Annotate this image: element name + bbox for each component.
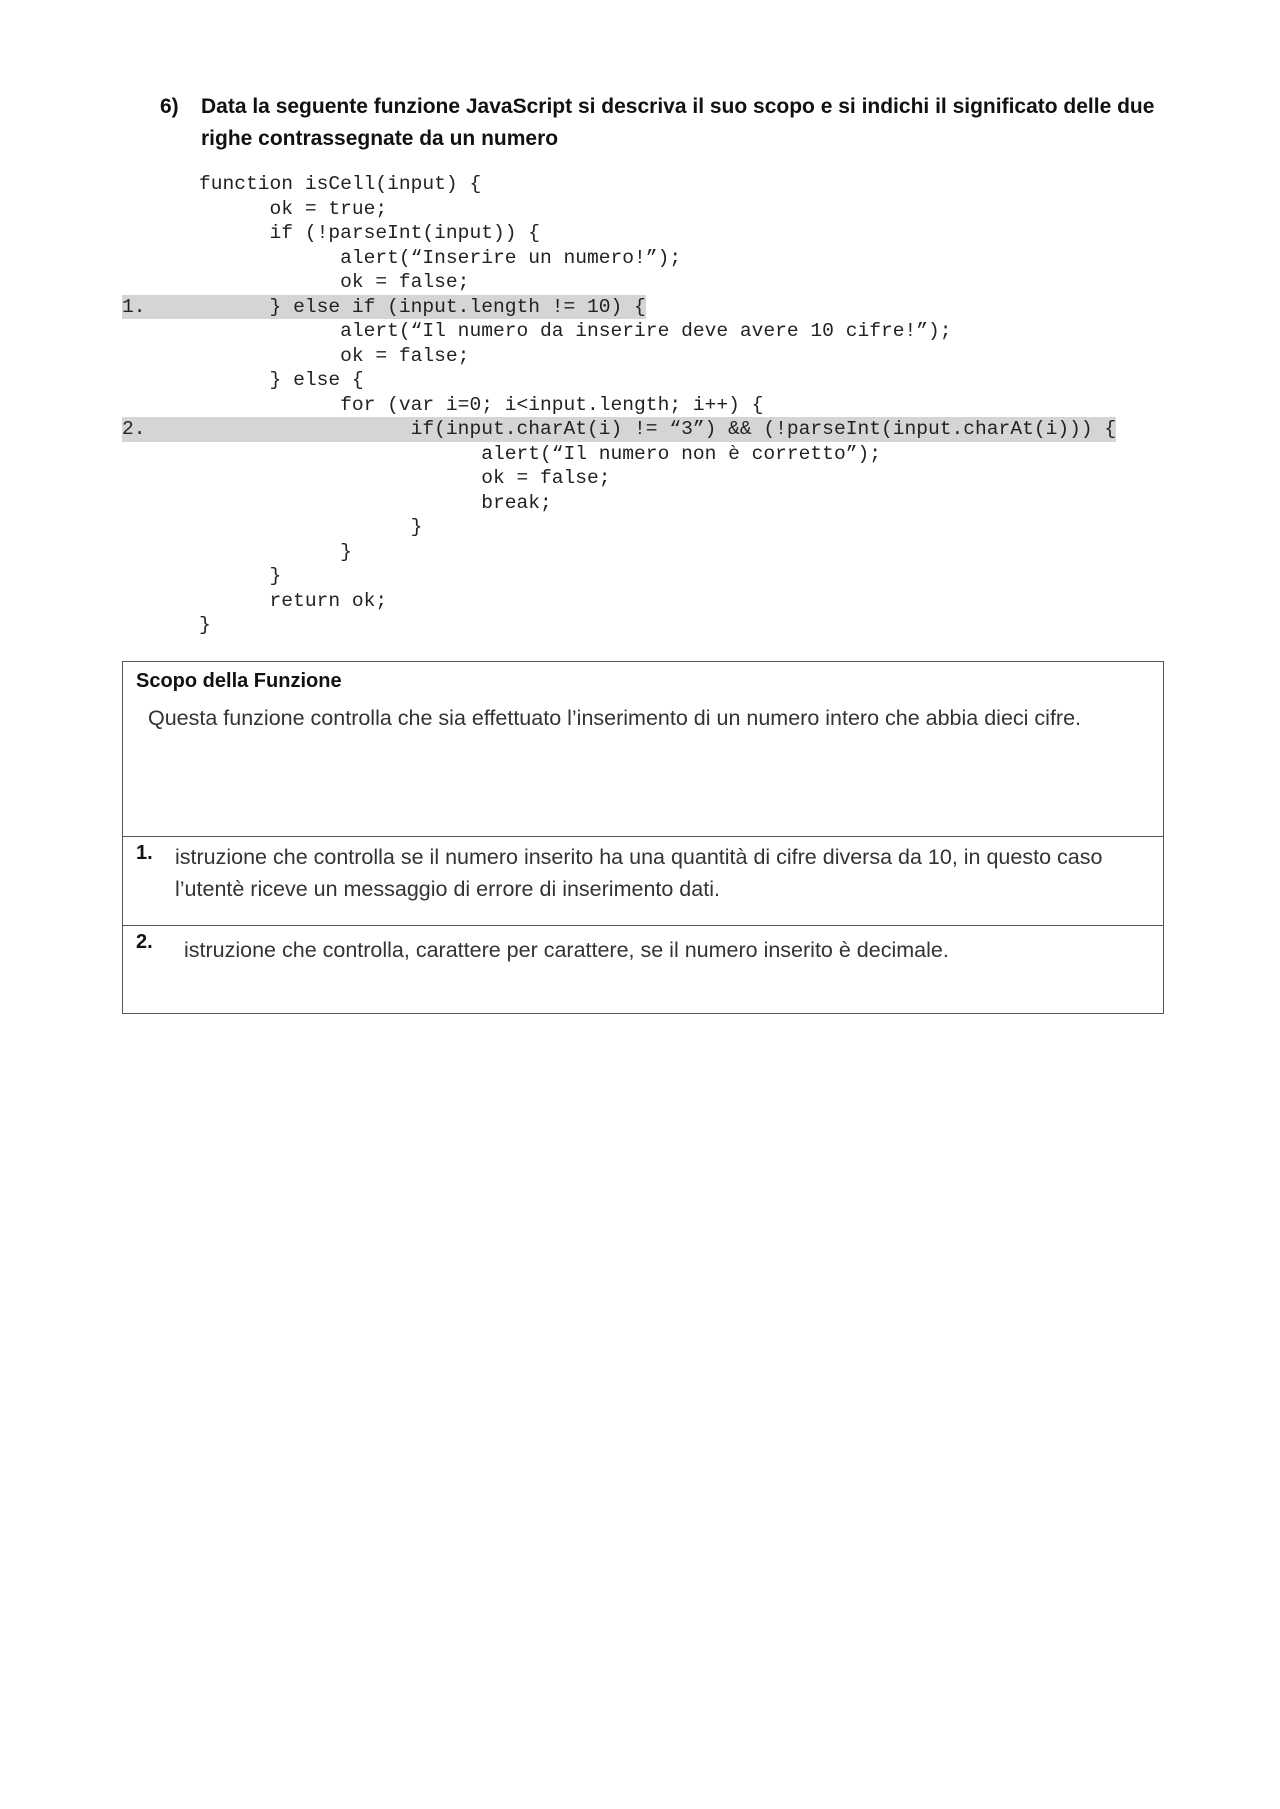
line-marker — [122, 564, 199, 589]
line-marker — [122, 172, 199, 197]
question-heading — [160, 91, 1180, 155]
line-marker — [122, 540, 199, 565]
code-line — [122, 270, 1142, 295]
code-line — [122, 540, 1142, 565]
line-marker — [122, 319, 199, 344]
code-text: if(input.charAt(i) != “3”) && (!parseInt(input.charAt(i))) { — [199, 418, 1117, 440]
line-marker — [122, 442, 199, 467]
answer-table — [122, 661, 1164, 1014]
line-marker — [122, 589, 199, 614]
line-marker — [122, 368, 199, 393]
line-marker — [122, 246, 199, 271]
answer-text: istruzione che controlla se il numero inserito ha una quantità di cifre diversa da 10, in questo caso l’utentè riceve un messaggio di errore di inserimento dati. — [175, 845, 1103, 901]
code-text: alert(“Il numero non è corretto”); — [199, 442, 881, 465]
code-text: ok = false; — [199, 344, 470, 367]
answer-row-1 — [123, 836, 1163, 925]
scope-title: Scopo della Funzione — [136, 670, 342, 692]
code-listing — [122, 172, 1142, 638]
line-marker — [122, 221, 199, 246]
answer-number: 1. — [136, 842, 153, 864]
answer-text: istruzione che controlla, carattere per carattere, se il numero inserito è decimale. — [184, 938, 949, 962]
code-line — [122, 466, 1142, 491]
code-text: ok = false; — [199, 271, 470, 293]
line-marker — [122, 197, 199, 222]
line-marker — [122, 393, 199, 418]
code-line — [122, 393, 1142, 418]
code-text: alert(“Inserire un numero!”); — [199, 246, 682, 269]
code-line — [122, 589, 1142, 614]
highlighted-code-line-1 — [122, 295, 646, 320]
question-number: 6) — [160, 95, 179, 118]
code-text: } — [199, 516, 423, 538]
code-line — [122, 368, 1142, 393]
code-text: } — [199, 565, 282, 587]
code-text: alert(“Il numero da inserire deve avere 10 cifre!”); — [199, 320, 952, 342]
code-text: } — [199, 614, 211, 636]
code-line — [122, 515, 1142, 540]
line-marker — [122, 344, 199, 369]
highlighted-code-line-2 — [122, 417, 1116, 442]
code-text: } else if (input.length != 10) { — [199, 295, 646, 318]
question-text: Data la seguente funzione JavaScript si descriva il suo scopo e si indichi il significato delle due righe contrassegnate da un numero — [201, 95, 1155, 150]
code-line — [122, 442, 1142, 467]
code-text: function isCell(input) { — [199, 173, 482, 195]
answer-number: 2. — [136, 931, 153, 953]
line-marker — [122, 270, 199, 295]
code-text: } else { — [199, 369, 364, 391]
line-marker — [122, 466, 199, 491]
code-text: return ok; — [199, 589, 388, 612]
code-line — [122, 197, 1142, 222]
code-line — [122, 564, 1142, 589]
scope-answer: Questa funzione controlla che sia effettuato l’inserimento di un numero intero che abbia dieci cifre. — [148, 706, 1082, 730]
code-text: ok = true; — [199, 197, 388, 220]
code-text: if (!parseInt(input)) { — [199, 222, 540, 244]
code-text: } — [199, 540, 352, 563]
line-marker — [122, 515, 199, 540]
scope-row — [123, 662, 1163, 836]
code-line — [122, 172, 1142, 197]
code-line — [122, 344, 1142, 369]
code-text: ok = false; — [199, 467, 611, 489]
code-line — [122, 221, 1142, 246]
code-text: for (var i=0; i<input.length; i++) { — [199, 393, 764, 416]
line-marker: 1. — [122, 295, 146, 318]
code-text: break; — [199, 491, 552, 514]
line-marker — [122, 491, 199, 516]
line-marker — [122, 613, 199, 638]
line-marker: 2. — [122, 418, 146, 440]
code-line — [122, 613, 1142, 638]
code-line — [122, 319, 1142, 344]
answer-row-2 — [123, 925, 1163, 1013]
code-line — [122, 491, 1142, 516]
code-line — [122, 246, 1142, 271]
